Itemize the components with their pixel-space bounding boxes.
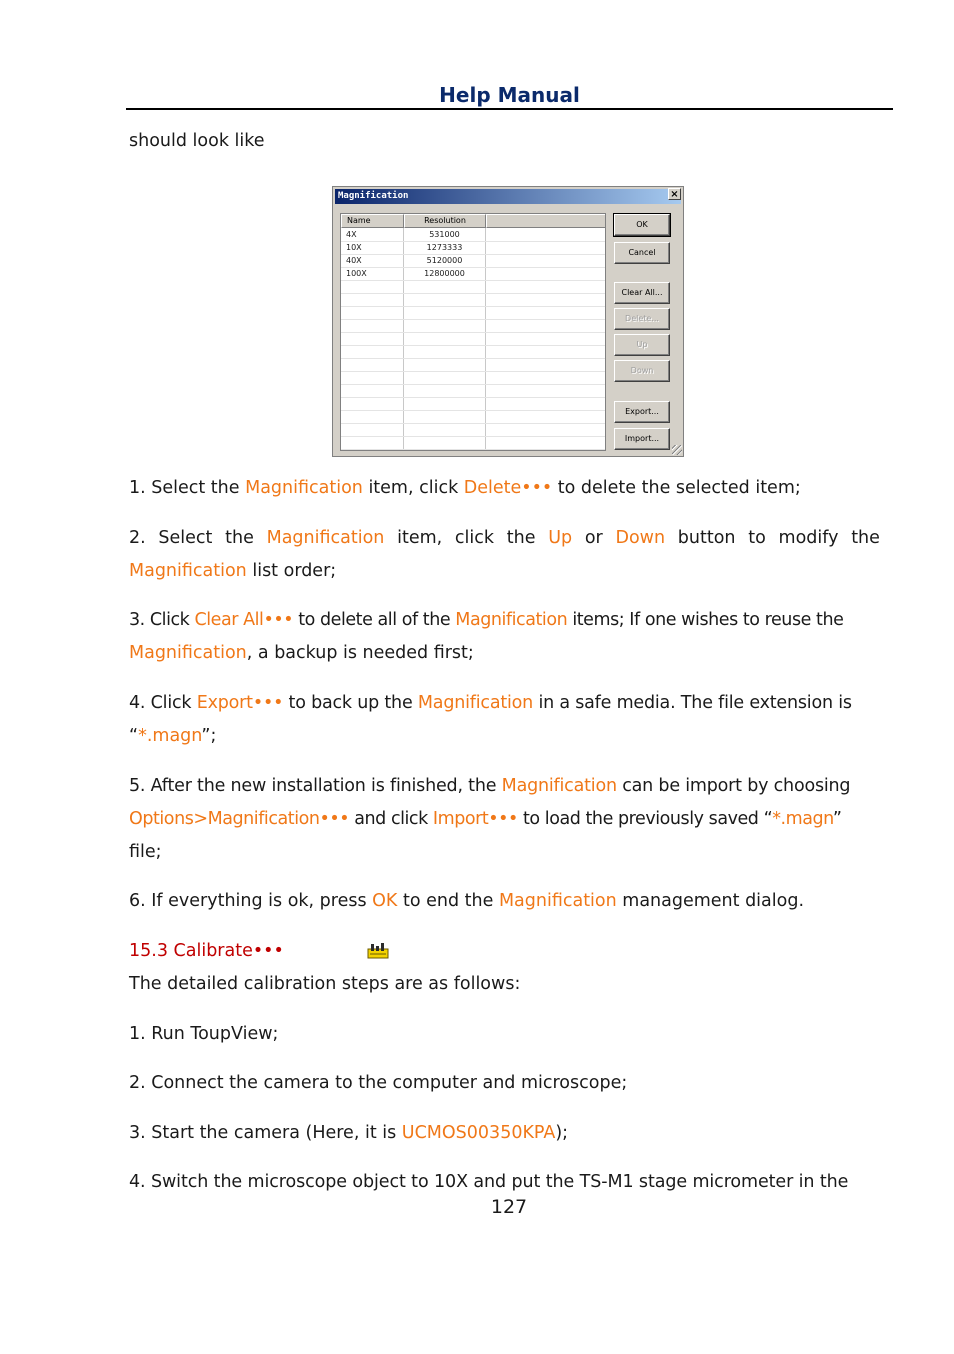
text: to end the: [397, 891, 499, 911]
text: item, click: [362, 478, 464, 498]
text: list order;: [246, 561, 337, 581]
word: item,: [397, 528, 443, 548]
calibrate-icon: [367, 942, 389, 960]
list-header: [341, 214, 605, 228]
text: and click: [349, 809, 433, 829]
dialog-title: Magnification: [335, 189, 681, 204]
highlight-term: UCMOS00350KPA: [401, 1123, 556, 1143]
word: click: [454, 528, 495, 548]
section-intro: The detailed calibration steps are as follows:: [129, 974, 521, 994]
highlight-term: Options>Magnification•••: [129, 809, 350, 829]
row-name: 40X: [346, 256, 362, 265]
word: 2.: [129, 528, 146, 548]
row-name: 4X: [346, 230, 357, 239]
text: ”: [832, 809, 842, 829]
highlight-term: Magnification: [129, 561, 247, 581]
empty-row: [341, 411, 605, 424]
word: or: [584, 528, 603, 548]
close-icon[interactable]: ×: [668, 188, 681, 200]
word: modify: [778, 528, 839, 548]
table-row[interactable]: [341, 229, 605, 242]
text: can be import by choosing: [616, 776, 851, 796]
ok-button[interactable]: OK: [614, 214, 670, 236]
delete-button[interactable]: Delete...: [614, 308, 670, 330]
word: the: [506, 528, 536, 548]
highlight-term: *.magn: [772, 809, 833, 829]
empty-row: [341, 437, 605, 450]
word: button: [677, 528, 736, 548]
empty-row: [341, 372, 605, 385]
table-row[interactable]: [341, 268, 605, 281]
text: 4. Click: [129, 693, 197, 713]
empty-row: [341, 346, 605, 359]
export-button[interactable]: Export...: [614, 401, 670, 423]
step-4-line-2: [129, 725, 880, 747]
step-2-line-2: [129, 560, 880, 582]
highlight-term: Magnification: [501, 776, 617, 796]
text: to delete all of the: [293, 610, 456, 630]
step-4-line-1: [129, 692, 880, 714]
text: 5. After the new installation is finished, the: [129, 776, 502, 796]
word: the: [851, 528, 880, 548]
magnification-list[interactable]: [340, 213, 606, 451]
row-resolution: 531000: [429, 230, 460, 239]
text: items; If one wishes to reuse the: [567, 610, 844, 630]
empty-row: [341, 398, 605, 411]
row-resolution: 1273333: [426, 243, 463, 252]
column-header-name[interactable]: Name: [341, 214, 404, 228]
page-number: 127: [490, 1196, 528, 1218]
text: to delete the selected item;: [552, 478, 801, 498]
magnification-dialog: [332, 186, 684, 457]
highlight-term: Magnification: [455, 610, 568, 630]
empty-row: [341, 307, 605, 320]
import-button[interactable]: Import...: [614, 428, 670, 450]
highlight-term: Up: [548, 528, 573, 548]
column-header-empty: [486, 214, 606, 228]
calibration-step-3: [129, 1122, 880, 1144]
column-header-resolution[interactable]: Resolution: [404, 214, 486, 228]
word: Select: [158, 528, 213, 548]
text: , a backup is needed first;: [246, 643, 474, 663]
intro-text: should look like: [129, 131, 265, 151]
calibration-step-2: 2. Connect the camera to the computer and microscope;: [129, 1073, 628, 1093]
highlight-term: Import•••: [432, 809, 518, 829]
step-3-line-2: [129, 642, 880, 664]
row-resolution: 5120000: [426, 256, 463, 265]
step-6: [129, 890, 880, 912]
text: 1. Select the: [129, 478, 246, 498]
text: to load the previously saved “: [517, 809, 773, 829]
step-5-line-2: [129, 808, 880, 830]
text: 3. Click: [129, 610, 195, 630]
row-name: 100X: [346, 269, 367, 278]
empty-row: [341, 281, 605, 294]
text: 3. Start the camera (Here, it is: [129, 1123, 402, 1143]
highlight-term: Magnification: [266, 528, 385, 548]
text: 6. If everything is ok, press: [129, 891, 373, 911]
section-heading: 15.3 Calibrate•••: [129, 941, 284, 961]
highlight-term: Magnification: [129, 643, 247, 663]
highlight-term: Clear All•••: [194, 610, 294, 630]
cancel-button[interactable]: Cancel: [614, 242, 670, 264]
highlight-term: Magnification: [498, 891, 617, 911]
highlight-term: Magnification: [245, 478, 363, 498]
step-3-line-1: [129, 609, 880, 631]
resize-grip-icon[interactable]: [672, 445, 682, 455]
word: to: [748, 528, 766, 548]
step-5-line-1: [129, 775, 880, 797]
text: management dialog.: [616, 891, 805, 911]
empty-row: [341, 385, 605, 398]
step-2-line-1: [129, 527, 880, 549]
highlight-term: Down: [615, 528, 666, 548]
empty-row: [341, 294, 605, 307]
highlight-term: Delete•••: [463, 478, 553, 498]
text: ”;: [201, 726, 217, 746]
calibration-step-1: 1. Run ToupView;: [129, 1024, 279, 1044]
text: to back up the: [283, 693, 418, 713]
highlight-term: Magnification: [417, 693, 534, 713]
row-resolution: 12800000: [424, 269, 465, 278]
down-button[interactable]: Down: [614, 360, 670, 382]
empty-row: [341, 424, 605, 437]
empty-row: [341, 333, 605, 346]
table-row[interactable]: [341, 255, 605, 268]
clear-all-button[interactable]: Clear All...: [614, 282, 670, 304]
up-button[interactable]: Up: [614, 334, 670, 356]
text: );: [555, 1123, 569, 1143]
word: the: [225, 528, 254, 548]
highlight-term: Export•••: [196, 693, 284, 713]
table-row[interactable]: [341, 242, 605, 255]
calibration-step-4: 4. Switch the microscope object to 10X and put the TS-M1 stage micrometer in the: [129, 1172, 849, 1192]
header-rule: [126, 108, 893, 110]
page-header-title: Help Manual: [439, 83, 580, 107]
highlight-term: OK: [372, 891, 398, 911]
highlight-term: *.magn: [138, 726, 202, 746]
step-1: [129, 477, 880, 499]
text: “: [129, 726, 139, 746]
text: in a safe media. The file extension is: [533, 693, 852, 713]
step-5-line-3: file;: [129, 842, 162, 862]
empty-row: [341, 320, 605, 333]
row-name: 10X: [346, 243, 362, 252]
empty-row: [341, 359, 605, 372]
